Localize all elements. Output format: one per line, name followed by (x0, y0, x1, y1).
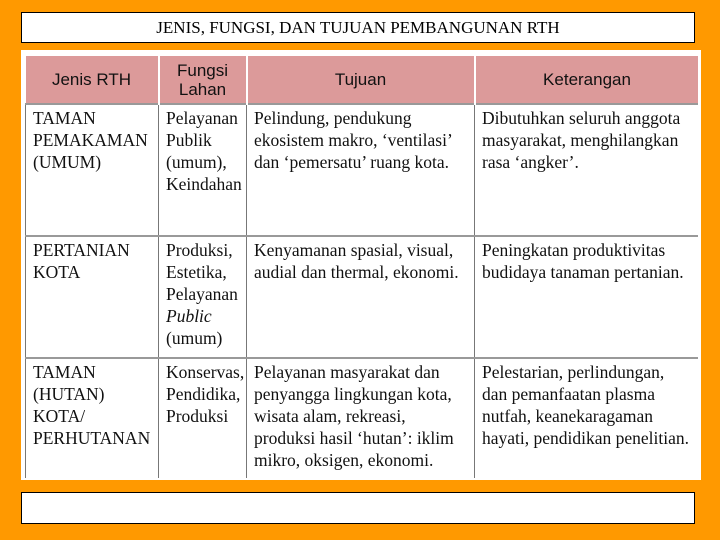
cell-tujuan: Pelayanan masyarakat dan penyangga lingkungan kota, wisata alam, rekreasi, produksi hasil ‘hutan’: iklim mikro, oksigen, ekonomi. (247, 358, 475, 478)
cell-fungsi: Pelayanan Publik (umum), Keindahan (159, 104, 247, 236)
rth-table-image (25, 56, 698, 478)
header-jenis-rth: Jenis RTH (26, 56, 159, 104)
cell-tujuan: Pelindung, pendukung ekosistem makro, ‘ventilasi’ dan ‘pemersatu’ ruang kota. (247, 104, 475, 236)
rth-table (25, 56, 698, 478)
fungsi-text: Produksi, Estetika, Pelayanan (166, 240, 238, 304)
table-row (26, 236, 699, 358)
header-tujuan: Tujuan (247, 56, 475, 104)
cell-keterangan: Dibutuhkan seluruh anggota masyarakat, menghilangkan rasa ‘angker’. (475, 104, 699, 236)
header-fungsi-lahan: Fungsi Lahan (159, 56, 247, 104)
cell-keterangan: Pelestarian, perlindungan, dan pemanfaatan plasma nutfah, keanekaragaman hayati, pendidikan penelitian. (475, 358, 699, 478)
fungsi-text: (umum) (166, 328, 223, 348)
cell-keterangan: Peningkatan produktivitas budidaya tanaman pertanian. (475, 236, 699, 358)
table-header-row (26, 56, 699, 104)
table-row (26, 104, 699, 236)
cell-fungsi: Konservas, Pendidika, Produksi (159, 358, 247, 478)
cell-fungsi (159, 236, 247, 358)
fungsi-text-italic: Public (166, 306, 212, 326)
cell-jenis: PERTANIAN KOTA (26, 236, 159, 358)
footer-box (21, 492, 695, 524)
cell-jenis: TAMAN PEMAKAMAN (UMUM) (26, 104, 159, 236)
header-keterangan: Keterangan (475, 56, 699, 104)
cell-jenis: TAMAN (HUTAN) KOTA/ PERHUTANAN (26, 358, 159, 478)
content-panel (21, 50, 701, 480)
table-row (26, 358, 699, 478)
cell-tujuan: Kenyamanan spasial, visual, audial dan thermal, ekonomi. (247, 236, 475, 358)
slide-title: JENIS, FUNGSI, DAN TUJUAN PEMBANGUNAN RTH (21, 12, 695, 43)
